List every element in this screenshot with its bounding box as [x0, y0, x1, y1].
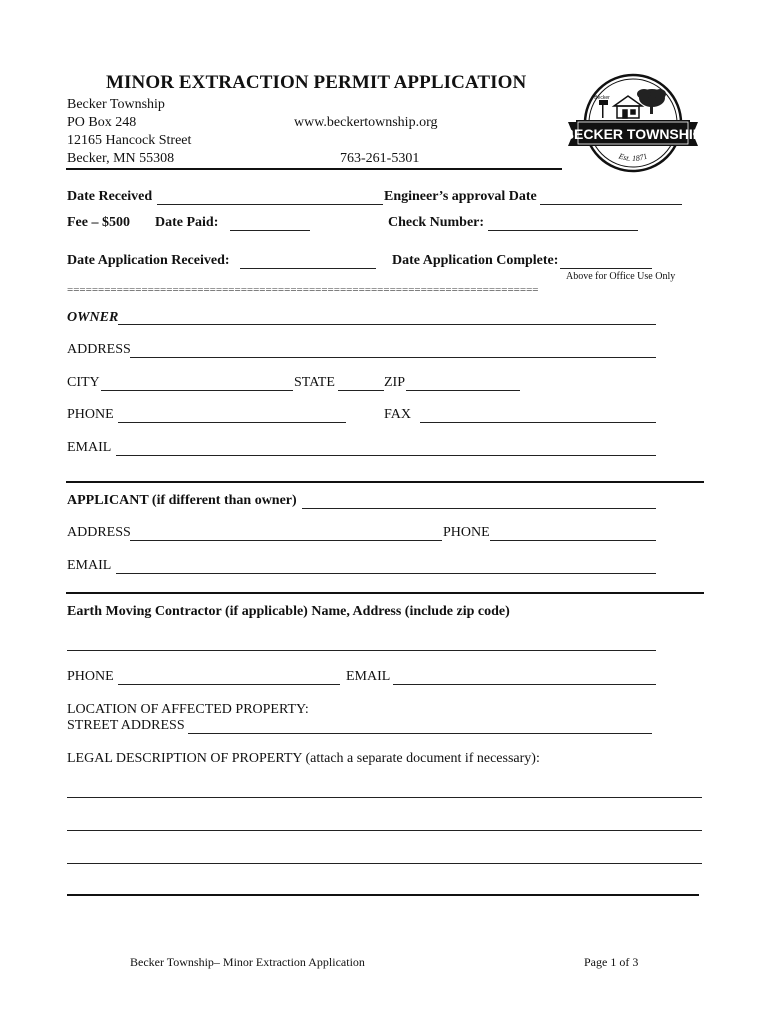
becker-township-logo [566, 70, 700, 176]
owner-city-label: CITY [67, 375, 100, 390]
applicant-phone-field[interactable] [490, 540, 656, 541]
date-paid-label: Date Paid: [155, 215, 219, 230]
office-use-note: Above for Office Use Only [566, 271, 676, 282]
street-address-field[interactable] [188, 733, 652, 734]
date-app-received-label: Date Application Received: [67, 253, 230, 268]
location-label: LOCATION OF AFFECTED PROPERTY: [67, 702, 309, 717]
applicant-address-field[interactable] [130, 540, 442, 541]
street-address: 12165 Hancock Street [67, 133, 192, 148]
contractor-email-label: EMAIL [346, 669, 391, 684]
owner-name-field[interactable] [118, 324, 656, 325]
owner-state-label: STATE [294, 375, 335, 390]
footer-page-number: Page 1 of 3 [584, 955, 639, 969]
applicant-label: APPLICANT (if different than owner) [67, 493, 297, 508]
street-address-label: STREET ADDRESS [67, 718, 185, 733]
contractor-email-field[interactable] [393, 684, 656, 685]
phone-number: 763-261-5301 [340, 151, 420, 166]
owner-address-field[interactable] [130, 357, 656, 358]
contractor-label: Earth Moving Contractor (if applicable) Name, Address (include zip code) [67, 604, 510, 619]
owner-email-label: EMAIL [67, 440, 112, 455]
check-number-label: Check Number: [388, 215, 485, 230]
logo-est-text: Est. 1871 [617, 151, 649, 164]
contractor-phone-field[interactable] [118, 684, 340, 685]
po-box: PO Box 248 [67, 115, 137, 130]
org-name: Becker Township [67, 97, 165, 112]
owner-email-field[interactable] [116, 455, 656, 456]
website-link[interactable]: www.beckertownship.org [294, 115, 438, 130]
owner-address-label: ADDRESS [67, 342, 131, 357]
applicant-phone-label: PHONE [443, 525, 490, 540]
date-received-label: Date Received [67, 189, 153, 204]
footer-doc-name: Becker Township– Minor Extraction Application [130, 955, 365, 969]
section-divider-2 [66, 592, 704, 594]
separator-line: ============================================================================ [67, 284, 539, 296]
city-state-zip: Becker, MN 55308 [67, 151, 175, 166]
applicant-address-label: ADDRESS [67, 525, 131, 540]
engineer-approval-label: Engineer’s approval Date [384, 189, 537, 204]
header-rule [66, 168, 562, 170]
contractor-name-field[interactable] [67, 650, 656, 651]
applicant-name-field[interactable] [302, 508, 656, 509]
applicant-email-label: EMAIL [67, 558, 112, 573]
date-app-complete-field[interactable] [560, 268, 652, 269]
date-paid-field[interactable] [230, 230, 310, 231]
legal-description-label: LEGAL DESCRIPTION OF PROPERTY (attach a separate document if necessary): [67, 751, 540, 766]
logo-sign-text: Becker [594, 95, 610, 101]
date-app-complete-label: Date Application Complete: [392, 253, 559, 268]
owner-phone-label: PHONE [67, 407, 114, 422]
contractor-phone-label: PHONE [67, 669, 114, 684]
owner-city-field[interactable] [101, 390, 293, 391]
fee-label: Fee – $500 [67, 215, 130, 230]
logo-svg [566, 70, 700, 176]
legal-description-line-3[interactable] [67, 863, 702, 864]
owner-label: OWNER [67, 310, 119, 325]
owner-fax-field[interactable] [420, 422, 656, 423]
logo-text: BECKER TOWNSHIP [566, 126, 700, 142]
section-divider-1 [66, 481, 704, 483]
owner-phone-field[interactable] [118, 422, 346, 423]
applicant-email-field[interactable] [116, 573, 656, 574]
legal-description-line-1[interactable] [67, 797, 702, 798]
page-title: MINOR EXTRACTION PERMIT APPLICATION [106, 72, 527, 93]
check-number-field[interactable] [488, 230, 638, 231]
owner-zip-field[interactable] [406, 390, 520, 391]
owner-state-field[interactable] [338, 390, 384, 391]
date-received-field[interactable] [157, 204, 383, 205]
engineer-approval-field[interactable] [540, 204, 682, 205]
legal-description-line-2[interactable] [67, 830, 702, 831]
owner-zip-label: ZIP [384, 375, 405, 390]
date-app-received-field[interactable] [240, 268, 376, 269]
legal-description-line-4[interactable] [67, 894, 699, 896]
owner-fax-label: FAX [384, 407, 411, 422]
